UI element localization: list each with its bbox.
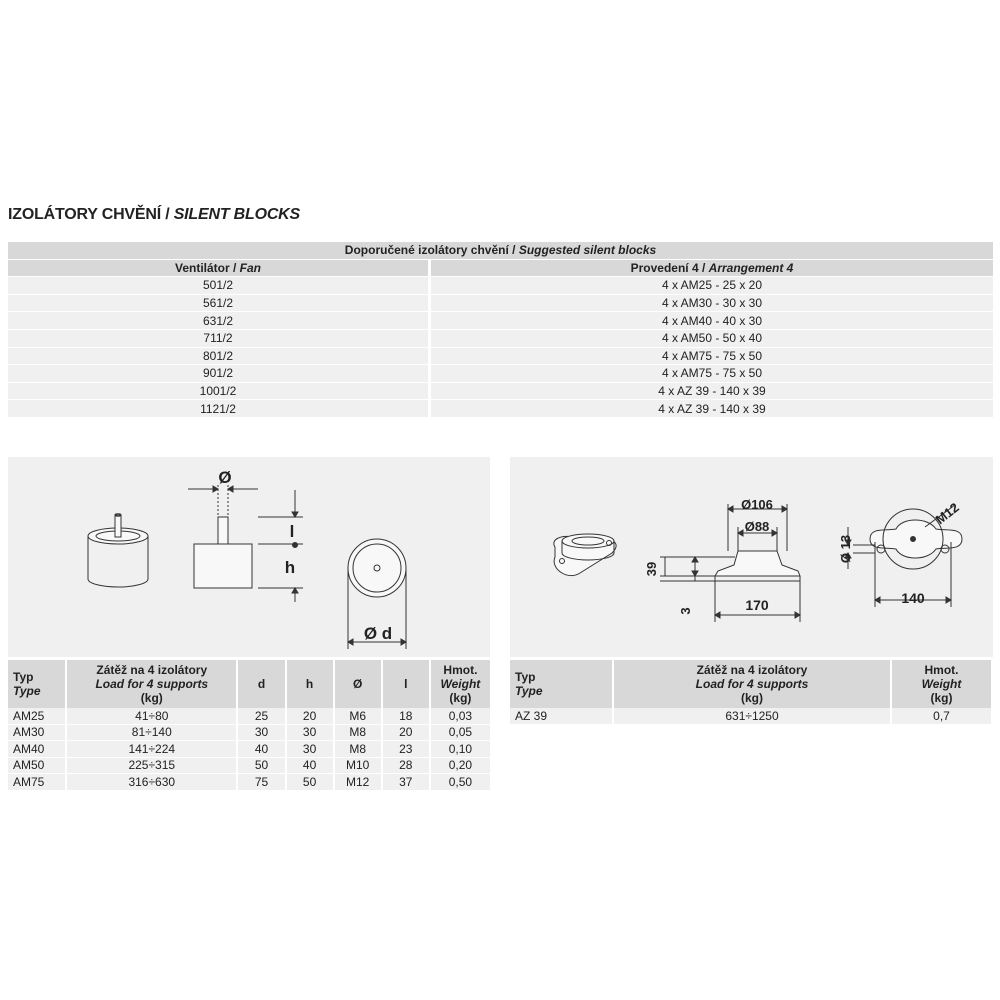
recommended-row-cell: 711/2 xyxy=(8,329,430,347)
az-m12-label: M12 xyxy=(932,499,962,528)
am-row-cell: 316÷630 xyxy=(66,774,237,791)
am-row-cell: 40 xyxy=(286,757,334,774)
az-spec-table xyxy=(510,660,993,725)
am-h-header: h xyxy=(286,660,334,708)
am-row-cell: 28 xyxy=(382,757,430,774)
fan-header-en: Fan xyxy=(239,260,262,275)
am-weight-header-unit: (kg) xyxy=(449,691,472,705)
title-en: SILENT BLOCKS xyxy=(173,206,300,223)
recommended-row-cell: 4 x AM50 - 50 x 40 xyxy=(430,329,994,347)
am-type-header-cz: Typ xyxy=(13,670,34,684)
caption-en: Suggested silent blocks xyxy=(518,243,657,258)
am-l-label: l xyxy=(289,522,295,541)
recommended-row xyxy=(8,400,993,418)
am-header-row xyxy=(8,660,491,708)
az-row-cell: 631÷1250 xyxy=(613,708,891,724)
recommended-caption-row xyxy=(8,242,993,259)
am-phid-label: Ø d xyxy=(363,624,393,643)
am-row-cell: M6 xyxy=(334,708,382,724)
am-row-cell: 23 xyxy=(382,741,430,758)
am-row-cell: 37 xyxy=(382,774,430,791)
am-row-cell: M8 xyxy=(334,741,382,758)
recommended-row xyxy=(8,347,993,365)
az-isometric-view xyxy=(554,534,616,576)
az-body xyxy=(510,708,992,724)
az-load-header-cz: Zátěž na 4 izolátory xyxy=(696,663,808,677)
az-weight-header-unit: (kg) xyxy=(930,691,953,705)
title-cz: IZOLÁTORY CHVĚNÍ / xyxy=(8,206,174,223)
am-row-cell: 0,03 xyxy=(430,708,491,724)
am-row-cell: 20 xyxy=(382,724,430,741)
recommended-row-cell: 631/2 xyxy=(8,312,430,330)
am-body xyxy=(8,708,491,790)
az-row-cell: 0,7 xyxy=(891,708,992,724)
recommended-row-cell: 4 x AM25 - 25 x 20 xyxy=(430,277,994,295)
az-side-view xyxy=(660,504,800,622)
recommended-row-cell: 4 x AM30 - 30 x 30 xyxy=(430,294,994,312)
az-weight-header-en: Weight xyxy=(921,677,962,691)
am-phi-header: Ø xyxy=(334,660,382,708)
recommended-body xyxy=(8,277,993,418)
az-w170-label: 170 xyxy=(745,597,769,613)
am-weight-header xyxy=(430,660,491,708)
az-d13-label: Ø 13 xyxy=(838,534,853,564)
fan-header-cz: Ventilátor / xyxy=(174,260,240,275)
recommended-row xyxy=(8,329,993,347)
recommended-row xyxy=(8,294,993,312)
am-isometric-view xyxy=(88,514,148,587)
az-row xyxy=(510,708,992,724)
am-h-label: h xyxy=(284,558,296,577)
am-row-cell: 0,20 xyxy=(430,757,491,774)
am-type-header-en: Type xyxy=(13,684,41,698)
am-row xyxy=(8,757,491,774)
am-load-header-cz: Zátěž na 4 izolátory xyxy=(96,663,208,677)
recommended-table xyxy=(8,242,993,418)
am-row-cell: 30 xyxy=(286,741,334,758)
arrangement-header-en: Arrangement 4 xyxy=(708,260,794,275)
az-w140-label: 140 xyxy=(901,590,925,606)
arrangement-header xyxy=(430,259,994,277)
am-row-cell: 81÷140 xyxy=(66,724,237,741)
recommended-row-cell: 801/2 xyxy=(8,347,430,365)
am-weight-header-cz: Hmot. xyxy=(443,663,478,677)
recommended-row-cell: 901/2 xyxy=(8,365,430,383)
recommended-row xyxy=(8,277,993,295)
am-row xyxy=(8,741,491,758)
fan-header xyxy=(8,259,430,277)
am-row-cell: 25 xyxy=(237,708,285,724)
am-row-cell: 30 xyxy=(237,724,285,741)
am-row-cell: 50 xyxy=(237,757,285,774)
am-row-cell: 0,50 xyxy=(430,774,491,791)
az-type-header-en: Type xyxy=(515,684,543,698)
am-row-cell: AM25 xyxy=(8,708,66,724)
recommended-row-cell: 4 x AM75 - 75 x 50 xyxy=(430,347,994,365)
am-row xyxy=(8,708,491,724)
am-row-cell: AM75 xyxy=(8,774,66,791)
caption-cz: Doporučené izolátory chvění / xyxy=(344,243,519,258)
am-row-cell: AM50 xyxy=(8,757,66,774)
am-side-view xyxy=(188,485,303,602)
am-d-header: d xyxy=(237,660,285,708)
recommended-row-cell: 1001/2 xyxy=(8,382,430,400)
az-type-header xyxy=(510,660,613,708)
am-row-cell: 30 xyxy=(286,724,334,741)
am-row-cell: 18 xyxy=(382,708,430,724)
am-l-header: l xyxy=(382,660,430,708)
am-row-cell: 20 xyxy=(286,708,334,724)
az-type-header-cz: Typ xyxy=(515,670,536,684)
recommended-header-row xyxy=(8,259,993,277)
am-row-cell: 75 xyxy=(237,774,285,791)
recommended-row xyxy=(8,365,993,383)
az-load-header-unit: (kg) xyxy=(741,691,763,705)
az-d88-label: Ø88 xyxy=(744,519,770,534)
az-load-header-en: Load for 4 supports xyxy=(695,677,809,691)
am-row-cell: 225÷315 xyxy=(66,757,237,774)
am-row-cell: M8 xyxy=(334,724,382,741)
am-row-cell: M10 xyxy=(334,757,382,774)
recommended-caption xyxy=(8,242,993,259)
az-row-cell: AZ 39 xyxy=(510,708,613,724)
am-spec-table xyxy=(8,660,492,791)
az-weight-header-cz: Hmot. xyxy=(924,663,959,677)
am-row-cell: 41÷80 xyxy=(66,708,237,724)
arrangement-header-cz: Provedení 4 / xyxy=(630,260,709,275)
am-row-cell: 0,05 xyxy=(430,724,491,741)
am-weight-header-en: Weight xyxy=(440,677,481,691)
am-row-cell: M12 xyxy=(334,774,382,791)
az-h3-label: 3 xyxy=(678,607,693,615)
am-row-cell: 141÷224 xyxy=(66,741,237,758)
am-load-header-en: Load for 4 supports xyxy=(95,677,209,691)
recommended-row-cell: 561/2 xyxy=(8,294,430,312)
am-row xyxy=(8,774,491,791)
recommended-row xyxy=(8,312,993,330)
recommended-row-cell: 4 x AM40 - 40 x 30 xyxy=(430,312,994,330)
recommended-row xyxy=(8,382,993,400)
az-d106-label: Ø106 xyxy=(741,497,773,512)
recommended-row-cell: 1121/2 xyxy=(8,400,430,418)
recommended-row-cell: 4 x AZ 39 - 140 x 39 xyxy=(430,382,994,400)
az-header-row xyxy=(510,660,992,708)
am-row xyxy=(8,724,491,741)
am-row-cell: AM30 xyxy=(8,724,66,741)
az-load-header xyxy=(613,660,891,708)
am-row-cell: AM40 xyxy=(8,741,66,758)
am-load-header-unit: (kg) xyxy=(140,691,163,705)
recommended-row-cell: 4 x AZ 39 - 140 x 39 xyxy=(430,400,994,418)
recommended-row-cell: 4 x AM75 - 75 x 50 xyxy=(430,365,994,383)
az-weight-header xyxy=(891,660,992,708)
am-row-cell: 40 xyxy=(237,741,285,758)
am-type-header xyxy=(8,660,66,708)
recommended-row-cell: 501/2 xyxy=(8,277,430,295)
am-phi-label: Ø xyxy=(218,468,232,487)
page-title xyxy=(8,206,300,224)
az-h39-label: 39 xyxy=(644,561,659,577)
am-drawing xyxy=(8,457,490,657)
am-load-header xyxy=(66,660,237,708)
az-drawing xyxy=(510,457,993,657)
am-row-cell: 50 xyxy=(286,774,334,791)
am-row-cell: 0,10 xyxy=(430,741,491,758)
